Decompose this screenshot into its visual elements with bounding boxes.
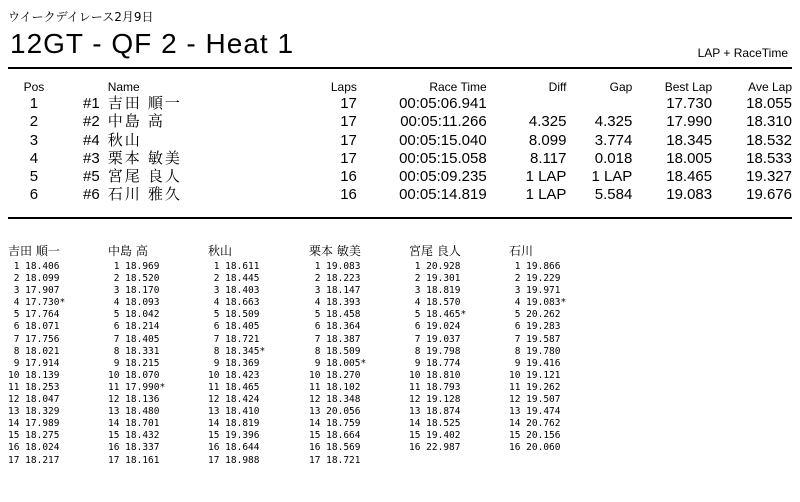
lap-time-entry: 10 18.810 bbox=[409, 369, 461, 381]
lap-column bbox=[309, 244, 366, 467]
lap-time-entry: 5 18.465* bbox=[409, 309, 467, 321]
result-ave-lap: 19.676 bbox=[746, 186, 792, 204]
result-race-time: 00:05:11.266 bbox=[400, 113, 487, 131]
result-diff bbox=[487, 95, 567, 113]
lap-time-entry: 10 18.423 bbox=[208, 369, 260, 381]
result-driver-name: 石川 雅久 bbox=[107, 186, 182, 204]
lap-time-entry: 13 19.474 bbox=[509, 406, 561, 418]
lap-column-driver-name: 秋山 bbox=[208, 244, 233, 258]
result-laps: 17 bbox=[340, 131, 357, 149]
result-driver-name: 栗本 敏美 bbox=[107, 149, 182, 167]
col-best-lap: Best Lap bbox=[664, 80, 713, 94]
result-laps: 17 bbox=[340, 149, 357, 167]
result-race-time: 00:05:09.235 bbox=[399, 168, 487, 186]
result-gap: 4.325 bbox=[594, 113, 633, 131]
event-subtitle: ウイークデイレース2月9日 bbox=[8, 10, 154, 24]
lap-time-entry: 15 18.664 bbox=[309, 430, 361, 442]
lap-time-entry: 16 18.644 bbox=[208, 442, 260, 454]
lap-time-entry: 5 18.042 bbox=[108, 309, 160, 321]
result-car-number: #1 bbox=[83, 95, 100, 112]
lap-time-entry: 4 17.730* bbox=[8, 297, 66, 309]
result-driver-name: 吉田 順一 bbox=[107, 95, 182, 112]
lap-time-entry: 5 17.764 bbox=[8, 309, 60, 321]
lap-time-entry: 13 20.056 bbox=[309, 406, 361, 418]
lap-time-entry: 14 18.819 bbox=[208, 418, 260, 430]
lap-time-entry: 1 19.083 bbox=[309, 261, 361, 272]
result-diff: 1 LAP bbox=[525, 186, 567, 204]
result-best-lap: 18.465 bbox=[666, 168, 713, 186]
result-ave-lap: 18.055 bbox=[746, 95, 792, 112]
lap-time-entry: 13 18.329 bbox=[8, 406, 60, 418]
lap-time-entry: 15 20.156 bbox=[509, 430, 561, 442]
lap-time-entry: 6 18.071 bbox=[8, 321, 60, 333]
result-row bbox=[8, 186, 792, 204]
results-table bbox=[8, 78, 792, 205]
result-driver-name: 秋山 bbox=[107, 131, 142, 149]
lap-time-entry: 17 18.988 bbox=[208, 454, 260, 466]
lap-time-entry: 5 18.509 bbox=[208, 309, 260, 321]
result-gap: 3.774 bbox=[594, 131, 633, 149]
lap-time-entry: 7 18.721 bbox=[208, 333, 260, 345]
lap-time-entry: 17 18.721 bbox=[309, 454, 361, 466]
lap-time-entry: 14 20.762 bbox=[509, 418, 561, 430]
col-car bbox=[60, 78, 108, 95]
lap-time-entry: 10 18.270 bbox=[309, 369, 361, 381]
lap-time-entry: 15 19.402 bbox=[409, 430, 461, 442]
result-ave-lap: 18.310 bbox=[746, 113, 792, 131]
lap-time-entry: 9 18.774 bbox=[409, 357, 461, 369]
lap-time-entry: 2 18.520 bbox=[108, 273, 160, 285]
lap-time-entry: 10 18.070 bbox=[108, 369, 160, 381]
result-race-time: 00:05:06.941 bbox=[399, 95, 487, 112]
lap-time-entry: 4 18.393 bbox=[309, 297, 361, 309]
lap-time-entry: 4 18.570 bbox=[409, 297, 461, 309]
lap-time-entry: 6 18.214 bbox=[108, 321, 160, 333]
lap-time-entry: 9 18.005* bbox=[309, 357, 367, 369]
lap-column-driver-name: 石川 bbox=[509, 244, 534, 258]
lap-time-entry: 7 18.405 bbox=[108, 333, 160, 345]
result-laps: 17 bbox=[340, 95, 357, 112]
lap-time-entry: 2 18.223 bbox=[309, 273, 361, 285]
lap-time-entry: 7 18.387 bbox=[309, 333, 361, 345]
lap-time-entry: 12 18.348 bbox=[309, 394, 361, 406]
result-best-lap: 17.730 bbox=[666, 95, 713, 112]
lap-time-entry: 2 18.445 bbox=[208, 273, 260, 285]
lap-time-entry: 6 19.024 bbox=[409, 321, 461, 333]
lap-time-entry: 12 19.128 bbox=[409, 394, 461, 406]
lap-time-entry: 1 18.969 bbox=[108, 261, 160, 272]
lap-time-entry: 7 19.037 bbox=[409, 333, 461, 345]
lap-time-entry: 17 18.161 bbox=[108, 454, 160, 466]
lap-time-entry: 16 18.337 bbox=[108, 442, 160, 454]
result-driver-name: 宮尾 良人 bbox=[107, 168, 182, 186]
result-pos: 4 bbox=[29, 149, 39, 167]
result-gap: 1 LAP bbox=[591, 168, 633, 186]
lap-time-entry: 7 19.587 bbox=[509, 333, 561, 345]
lap-time-entry: 8 19.798 bbox=[409, 345, 461, 357]
lap-time-entry: 9 18.369 bbox=[208, 357, 260, 369]
result-diff: 4.325 bbox=[528, 113, 567, 131]
result-pos: 5 bbox=[29, 168, 39, 186]
lap-time-entry: 6 18.405 bbox=[208, 321, 260, 333]
lap-time-entry: 5 18.458 bbox=[309, 309, 361, 321]
col-race-time: Race Time bbox=[429, 80, 487, 94]
lap-column-driver-name: 宮尾 良人 bbox=[409, 244, 461, 258]
result-best-lap: 17.990 bbox=[666, 113, 713, 131]
lap-column bbox=[8, 244, 65, 467]
lap-time-entry: 10 19.121 bbox=[509, 369, 561, 381]
result-pos: 1 bbox=[29, 95, 39, 112]
result-race-time: 00:05:14.819 bbox=[399, 186, 487, 204]
lap-time-entry: 12 18.424 bbox=[208, 394, 260, 406]
result-row bbox=[8, 113, 792, 131]
lap-time-entry: 11 18.793 bbox=[409, 381, 461, 393]
results-header-row bbox=[8, 78, 792, 95]
lap-time-entry: 13 18.480 bbox=[108, 406, 160, 418]
lap-time-entry: 3 18.147 bbox=[309, 285, 361, 297]
lap-column-driver-name: 吉田 順一 bbox=[8, 244, 60, 258]
lap-time-entry: 16 20.060 bbox=[509, 442, 561, 454]
lap-column bbox=[208, 244, 265, 467]
lap-time-entry: 13 18.874 bbox=[409, 406, 461, 418]
result-car-number: #5 bbox=[83, 168, 100, 186]
page-title: 12GT - QF 2 - Heat 1 bbox=[10, 28, 295, 59]
lap-time-entry: 8 18.331 bbox=[108, 345, 160, 357]
result-ave-lap: 18.532 bbox=[746, 131, 792, 149]
result-race-time: 00:05:15.040 bbox=[399, 131, 487, 149]
lap-time-entry: 15 19.396 bbox=[208, 430, 260, 442]
results-divider bbox=[8, 217, 792, 219]
result-row bbox=[8, 95, 792, 113]
result-car-number: #6 bbox=[83, 186, 100, 204]
lap-time-entry: 16 18.569 bbox=[309, 442, 361, 454]
lap-times-section bbox=[8, 244, 608, 494]
lap-time-entry: 14 18.701 bbox=[108, 418, 160, 430]
lap-time-entry: 9 19.416 bbox=[509, 357, 561, 369]
lap-time-entry: 14 18.525 bbox=[409, 418, 461, 430]
lap-time-entry: 9 17.914 bbox=[8, 357, 60, 369]
col-diff: Diff bbox=[548, 80, 567, 94]
lap-time-entry: 12 18.047 bbox=[8, 394, 60, 406]
result-laps: 16 bbox=[340, 186, 357, 204]
lap-time-entry: 4 19.083* bbox=[509, 297, 567, 309]
result-best-lap: 18.005 bbox=[666, 149, 713, 167]
lap-time-entry: 1 20.928 bbox=[409, 261, 461, 272]
lap-time-entry: 11 19.262 bbox=[509, 381, 561, 393]
result-row bbox=[8, 168, 792, 186]
lap-time-entry: 8 18.021 bbox=[8, 345, 60, 357]
result-diff: 8.117 bbox=[530, 149, 567, 167]
lap-time-entry: 4 18.663 bbox=[208, 297, 260, 309]
lap-time-entry: 16 22.987 bbox=[409, 442, 461, 454]
lap-time-entry: 8 19.780 bbox=[509, 345, 561, 357]
result-best-lap: 19.083 bbox=[666, 186, 713, 204]
result-pos: 6 bbox=[29, 186, 39, 204]
result-pos: 3 bbox=[29, 131, 39, 149]
lap-time-entry: 11 18.102 bbox=[309, 381, 361, 393]
col-pos: Pos bbox=[23, 80, 45, 94]
lap-time-entry: 13 18.410 bbox=[208, 406, 260, 418]
lap-time-entry: 14 17.989 bbox=[8, 418, 60, 430]
result-diff: 8.099 bbox=[528, 131, 567, 149]
lap-time-entry: 3 19.971 bbox=[509, 285, 561, 297]
result-race-time: 00:05:15.058 bbox=[399, 149, 487, 167]
col-ave-lap: Ave Lap bbox=[748, 80, 792, 94]
result-driver-name: 中島 高 bbox=[107, 113, 165, 131]
result-laps: 16 bbox=[340, 168, 357, 186]
lap-time-entry: 14 18.759 bbox=[309, 418, 361, 430]
result-diff: 1 LAP bbox=[525, 168, 567, 186]
lap-column bbox=[108, 244, 165, 467]
result-ave-lap: 18.533 bbox=[746, 149, 792, 167]
header-divider bbox=[8, 67, 792, 69]
lap-time-entry: 6 19.283 bbox=[509, 321, 561, 333]
result-gap bbox=[566, 95, 632, 113]
result-car-number: #4 bbox=[83, 131, 100, 149]
display-mode-label: LAP + RaceTime bbox=[697, 46, 788, 60]
lap-time-entry: 15 18.275 bbox=[8, 430, 60, 442]
lap-time-entry: 5 20.262 bbox=[509, 309, 561, 321]
col-name: Name bbox=[107, 80, 140, 94]
lap-time-entry: 3 18.819 bbox=[409, 285, 461, 297]
lap-time-entry: 8 18.509 bbox=[309, 345, 361, 357]
lap-time-entry: 2 19.301 bbox=[409, 273, 461, 285]
lap-time-entry: 1 18.611 bbox=[208, 261, 260, 272]
lap-time-entry: 12 18.136 bbox=[108, 394, 160, 406]
result-row bbox=[8, 132, 792, 150]
lap-column bbox=[509, 244, 566, 455]
lap-time-entry: 11 18.465 bbox=[208, 381, 260, 393]
lap-time-entry: 4 18.093 bbox=[108, 297, 160, 309]
lap-time-entry: 12 19.507 bbox=[509, 394, 561, 406]
lap-time-entry: 16 18.024 bbox=[8, 442, 60, 454]
lap-time-entry: 10 18.139 bbox=[8, 369, 60, 381]
result-gap: 5.584 bbox=[594, 186, 633, 204]
lap-time-entry: 3 17.907 bbox=[8, 285, 60, 297]
lap-time-entry: 8 18.345* bbox=[208, 345, 266, 357]
result-row bbox=[8, 150, 792, 168]
lap-column-driver-name: 中島 高 bbox=[108, 244, 148, 258]
result-car-number: #3 bbox=[83, 149, 100, 167]
result-pos: 2 bbox=[29, 113, 39, 131]
result-gap: 0.018 bbox=[594, 149, 633, 167]
lap-time-entry: 7 17.756 bbox=[8, 333, 60, 345]
lap-time-entry: 6 18.364 bbox=[309, 321, 361, 333]
result-best-lap: 18.345 bbox=[666, 131, 713, 149]
lap-time-entry: 3 18.170 bbox=[108, 285, 160, 297]
lap-column bbox=[409, 244, 466, 455]
lap-column-driver-name: 栗本 敏美 bbox=[309, 244, 361, 258]
lap-time-entry: 1 18.406 bbox=[8, 261, 60, 272]
lap-time-entry: 2 18.099 bbox=[8, 273, 60, 285]
lap-time-entry: 9 18.215 bbox=[108, 357, 160, 369]
lap-time-entry: 2 19.229 bbox=[509, 273, 561, 285]
lap-time-entry: 17 18.217 bbox=[8, 454, 60, 466]
result-ave-lap: 19.327 bbox=[746, 168, 792, 186]
result-laps: 17 bbox=[340, 113, 357, 131]
col-laps: Laps bbox=[330, 80, 357, 94]
lap-time-entry: 11 18.253 bbox=[8, 381, 60, 393]
lap-time-entry: 15 18.432 bbox=[108, 430, 160, 442]
result-car-number: #2 bbox=[83, 113, 100, 131]
lap-time-entry: 1 19.866 bbox=[509, 261, 561, 272]
col-gap: Gap bbox=[609, 80, 633, 94]
lap-time-entry: 11 17.990* bbox=[108, 381, 166, 393]
lap-time-entry: 3 18.403 bbox=[208, 285, 260, 297]
